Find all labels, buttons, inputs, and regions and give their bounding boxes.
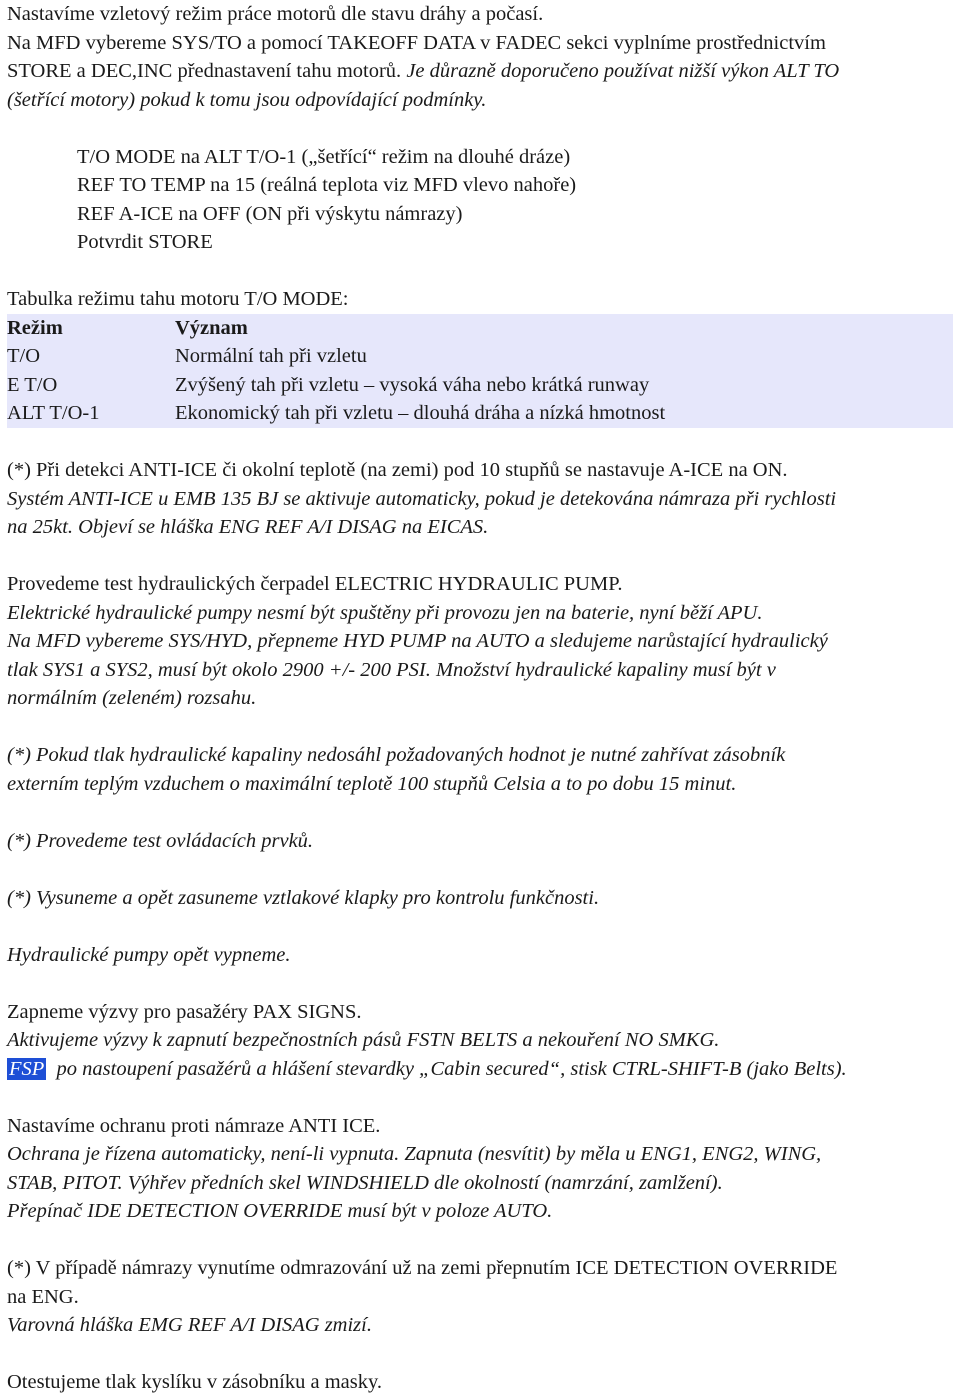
flaps-test-note: (*) Vysuneme a opět zasuneme vztlakové klapky pro kontrolu funkčnosti. <box>7 886 600 909</box>
oxygen-check: Otestujeme tlak kyslíku v zásobníku a masky. <box>7 1371 383 1393</box>
spacer <box>7 855 953 884</box>
step-item: REF TO TEMP na 15 (reálná teplota viz MFD vlevo nahoře) <box>77 174 577 196</box>
spacer <box>7 798 953 827</box>
table-caption: Tabulka režimu tahu motoru T/O MODE: <box>7 288 349 310</box>
icing-note <box>7 1254 953 1340</box>
controls-test-note: (*) Provedeme test ovládacích prvků. <box>7 829 314 852</box>
note-line: Systém ANTI-ICE u EMB 135 BJ se aktivuje automaticky, pokud je detekována námraza při rychlosti <box>7 487 837 510</box>
intro-line: (šetřící motory) pokud k tomu jsou odpovídající podmínky. <box>7 88 487 111</box>
intro-line <box>7 57 953 86</box>
pumps-off-note: Hydraulické pumpy opět vypneme. <box>7 943 291 966</box>
table-cell: Normální tah při vzletu <box>175 345 367 367</box>
table-row <box>7 399 953 428</box>
intro-line: Nastavíme vzletový režim práce motorů dle stavu dráhy a počasí. <box>7 3 544 25</box>
spacer <box>7 912 953 941</box>
pax-signs-paragraph <box>7 998 953 1084</box>
intro-recommendation: Je důrazně doporučeno používat nižší výkon ALT TO <box>406 60 840 82</box>
pax-text: po nastoupení pasažérů a hlášení stevardky „Cabin secured“, stisk CTRL-SHIFT-B (jako Belts). <box>46 1057 847 1080</box>
anti-ice-line: STAB, PITOT. Výhřev předních skel WINDSHIELD dle okolností (namrzání, zamlžení). <box>7 1171 723 1194</box>
hydraulic-line: Na MFD vybereme SYS/HYD, přepneme HYD PUMP na AUTO a sledujeme narůstající hydraulický <box>7 630 828 652</box>
takeoff-steps <box>7 143 953 257</box>
intro-paragraph <box>7 0 953 114</box>
step-item: REF A-ICE na OFF (ON při výskytu námrazy) <box>77 202 463 225</box>
hydraulic-line: normálním (zeleném) rozsahu. <box>7 687 257 709</box>
fsp-highlight: FSP <box>9 1057 45 1080</box>
note-line: (*) V případě námrazy vynutíme odmrazování už na zemi přepnutím ICE DETECTION OVERRIDE <box>7 1257 838 1279</box>
spacer <box>7 969 953 998</box>
table-row <box>7 342 953 371</box>
spacer <box>7 428 953 457</box>
spacer <box>7 713 953 742</box>
hydraulic-line: Elektrické hydraulické pumpy nesmí být spuštěny při provozu jen na baterie, nyní běží APU. <box>7 601 763 624</box>
hydraulic-line: tlak SYS1 a SYS2, musí být okolo 2900 +/- 200 PSI. Množství hydraulické kapaliny musí být v <box>7 658 776 681</box>
table-cell: E T/O <box>7 373 58 396</box>
column-header: Význam <box>175 316 248 339</box>
step-item: Potvrdit STORE <box>77 231 213 253</box>
table-cell: T/O <box>7 345 41 367</box>
intro-text: STORE a DEC,INC přednastavení tahu motorů. <box>7 60 407 82</box>
pax-line <box>7 1055 953 1084</box>
note-line: externím teplým vzduchem o maximální teplotě 100 stupňů Celsia a to po dobu 15 minut. <box>7 772 737 795</box>
spacer <box>7 257 953 286</box>
antiice-note <box>7 456 953 542</box>
pax-line: Zapneme výzvy pro pasažéry PAX SIGNS. <box>7 1000 362 1023</box>
hydraulic-line: Provedeme test hydraulických čerpadel ELECTRIC HYDRAULIC PUMP. <box>7 573 623 595</box>
column-header: Režim <box>7 316 63 339</box>
note-line: (*) Pokud tlak hydraulické kapaliny nedosáhl požadovaných hodnot je nutné zahřívat zásobník <box>7 744 786 766</box>
note-line: Varovná hláška EMG REF A/I DISAG zmizí. <box>7 1314 372 1336</box>
table-header-row <box>7 314 953 343</box>
anti-ice-line: Přepínač IDE DETECTION OVERRIDE musí být v poloze AUTO. <box>7 1200 553 1222</box>
hydraulic-paragraph <box>7 570 953 713</box>
note-line: (*) Při detekci ANTI-ICE či okolní teplotě (na zemi) pod 10 stupňů se nastavuje A-ICE na ON. <box>7 459 788 481</box>
table-cell: Ekonomický tah při vzletu – dlouhá dráha a nízká hmotnost <box>175 402 666 424</box>
thrust-mode-table <box>7 314 953 428</box>
pressure-note <box>7 741 953 798</box>
note-line: na 25kt. Objeví se hláška ENG REF A/I DISAG na EICAS. <box>7 516 489 538</box>
note-line: na ENG. <box>7 1285 79 1308</box>
table-cell: ALT T/O-1 <box>7 402 100 424</box>
spacer <box>7 542 953 571</box>
table-cell: Zvýšený tah při vzletu – vysoká váha nebo krátká runway <box>175 373 650 396</box>
spacer <box>7 1226 953 1255</box>
document-page <box>7 0 953 1397</box>
spacer <box>7 114 953 143</box>
spacer <box>7 1083 953 1112</box>
spacer <box>7 1340 953 1369</box>
anti-ice-line: Nastavíme ochranu proti námraze ANTI ICE. <box>7 1114 381 1137</box>
pax-line: Aktivujeme výzvy k zapnutí bezpečnostních pásů FSTN BELTS a nekouření NO SMKG. <box>7 1029 720 1051</box>
anti-ice-line: Ochrana je řízena automaticky, není-li vypnuta. Zapnuta (nesvítit) by měla u ENG1, ENG2, WING, <box>7 1143 822 1165</box>
anti-ice-paragraph <box>7 1112 953 1226</box>
intro-line: Na MFD vybereme SYS/TO a pomocí TAKEOFF DATA v FADEC sekci vyplníme prostřednictvím <box>7 31 826 54</box>
table-row <box>7 371 953 400</box>
step-item: T/O MODE na ALT T/O-1 („šetřící“ režim na dlouhé dráze) <box>77 145 571 168</box>
